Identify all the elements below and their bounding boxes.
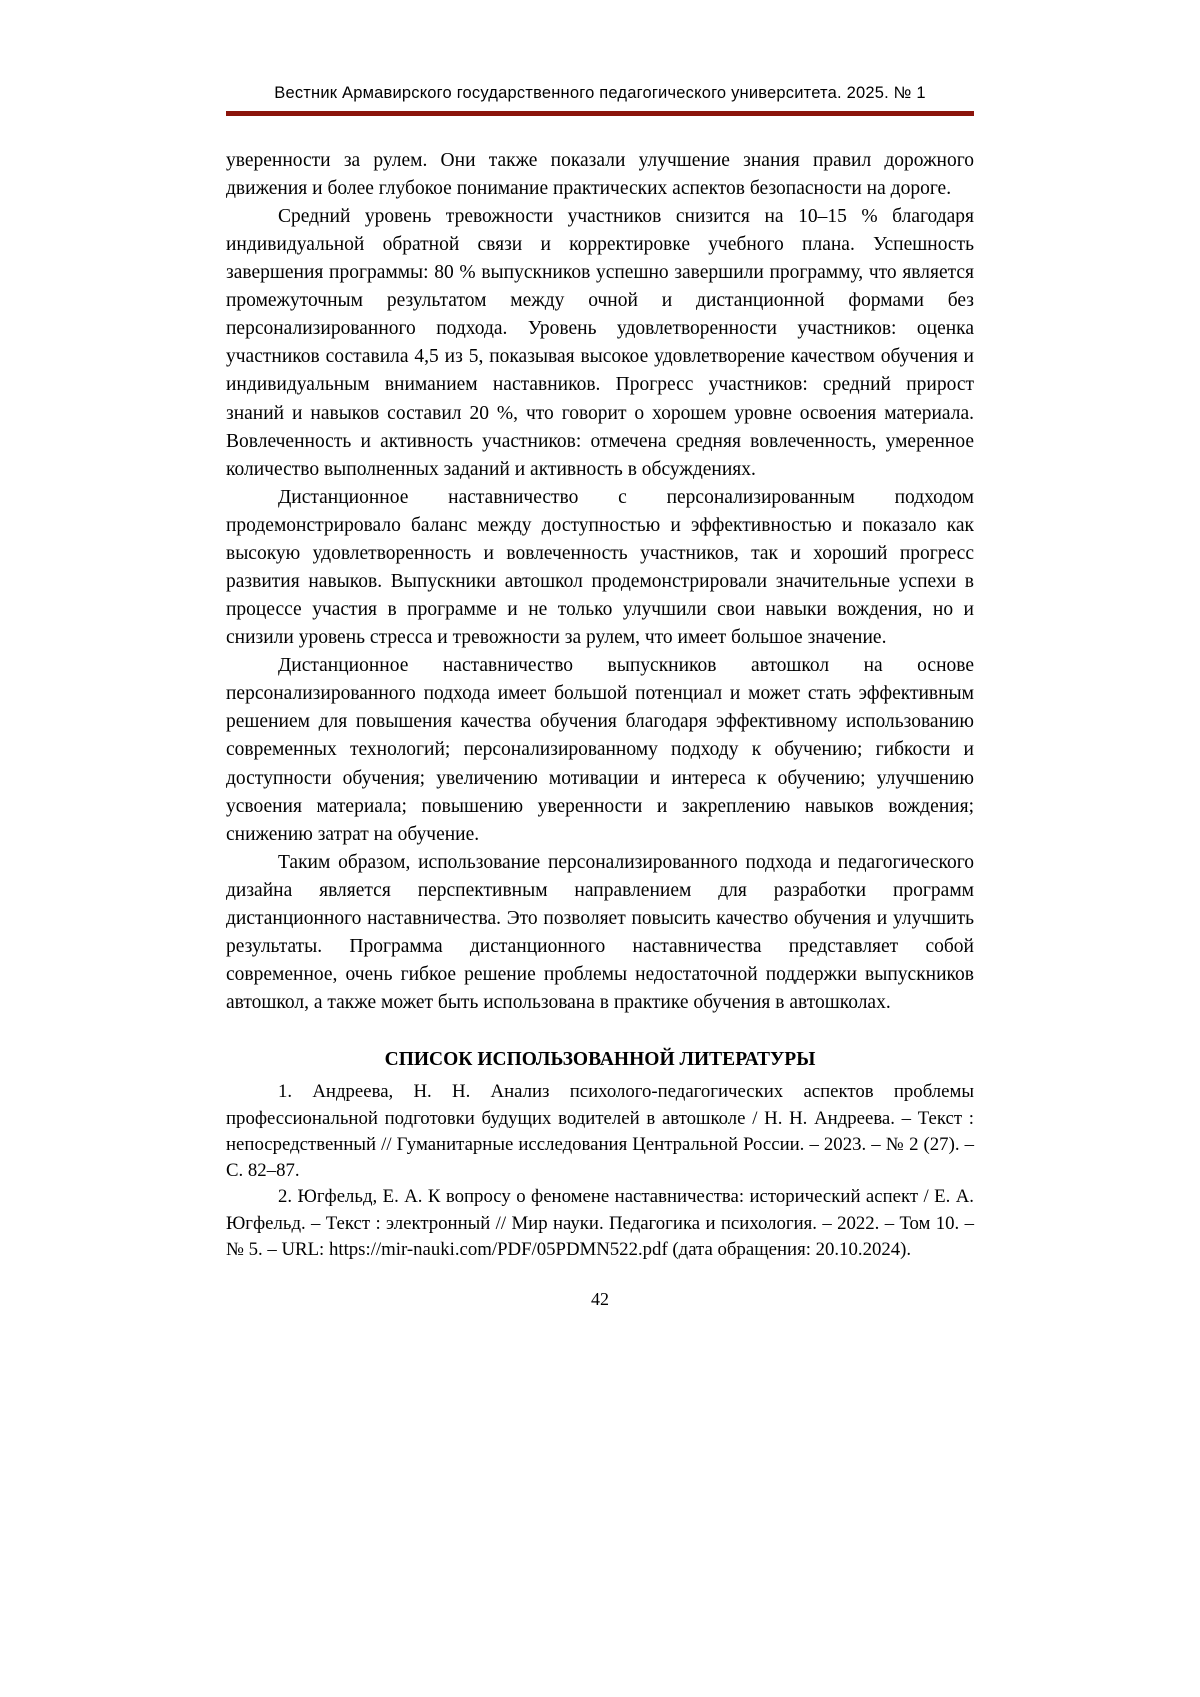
page-content: [226, 0, 974, 1310]
article-body: [226, 147, 974, 1017]
references-list: [226, 1079, 974, 1263]
body-paragraph: Дистанционное наставничество с персонализированным подходом продемонстрировало баланс между доступностью и эффективностью и показало как высокую удовлетворенность и вовлеченность участников, так и хороший прогресс развития навыков. Выпускники автошкол продемонстрировали значительные успехи в процессе участия в программе и не только улучшили свои навыки вождения, но и снизили уровень стресса и тревожности за рулем, что имеет большое значение.: [226, 486, 974, 649]
body-paragraph: уверенности за рулем. Они также показали улучшение знания правил дорожного движения и более глубокое понимание практических аспектов безопасности на дороге.: [226, 149, 974, 199]
page-number: 42: [591, 1289, 609, 1310]
running-head: Вестник Армавирского государственного педагогического университета. 2025. № 1: [274, 84, 926, 102]
references-heading: СПИСОК ИСПОЛЬЗОВАННОЙ ЛИТЕРАТУРЫ: [384, 1049, 816, 1071]
body-paragraph: Дистанционное наставничество выпускников автошкол на основе персонализированного подхода имеет большой потенциал и может стать эффективным решением для повышения качества обучения благодаря эффективному использованию современных технологий; персонализированному подходу к обучению; гибкости и доступности обучения; увеличению мотивации и интереса к обучению; улучшению усвоения материала; повышению уверенности и закреплению навыков вождения; снижению затрат на обучение.: [226, 655, 974, 845]
body-paragraph: Средний уровень тревожности участников снизится на 10–15 % благодаря индивидуальной обратной связи и корректировке учебного плана. Успешность завершения программы: 80 % выпускников успешно завершили программу, что является промежуточным результатом между очной и дистанционной формами без персонализированного подхода. Уровень удовлетворенности участников: оценка участников составила 4,5 из 5, показывая высокое удовлетворение качеством обучения и индивидуальным вниманием наставников. Прогресс участников: средний прирост знаний и навыков составил 20 %, что говорит о хорошем уровне освоения материала. Вовлеченность и активность участников: отмечена средняя вовлеченность, умеренное количество выполненных заданий и активность в обсуждениях.: [226, 205, 974, 480]
reference-item: 1. Андреева, Н. Н. Анализ психолого-педагогических аспектов проблемы профессиональной подготовки будущих водителей в автошколе / Н. Н. Андреева. – Текст : непосредственный // Гуманитарные исследования Центральной России. – 2023. – № 2 (27). – С. 82–87.: [226, 1081, 974, 1182]
body-paragraph: Таким образом, использование персонализированного подхода и педагогического дизайна является перспективным направлением для разработки программ дистанционного наставничества. Это позволяет повысить качество обучения и улучшить результаты. Программа дистанционного наставничества представляет собой современное, очень гибкое решение проблемы недостаточной поддержки выпускников автошкол, а также может быть использована в практике обучения в автошколах.: [226, 851, 974, 1014]
header-rule: [226, 111, 974, 116]
reference-item: 2. Югфельд, Е. А. К вопросу о феномене наставничества: исторический аспект / Е. А. Югфельд. – Текст : электронный // Мир науки. Педагогика и психология. – 2022. – Том 10. – № 5. – URL: https://mir-nauki.com/PDF/05PDMN522.pdf (дата обращения: 20.10.2024).: [226, 1186, 974, 1261]
